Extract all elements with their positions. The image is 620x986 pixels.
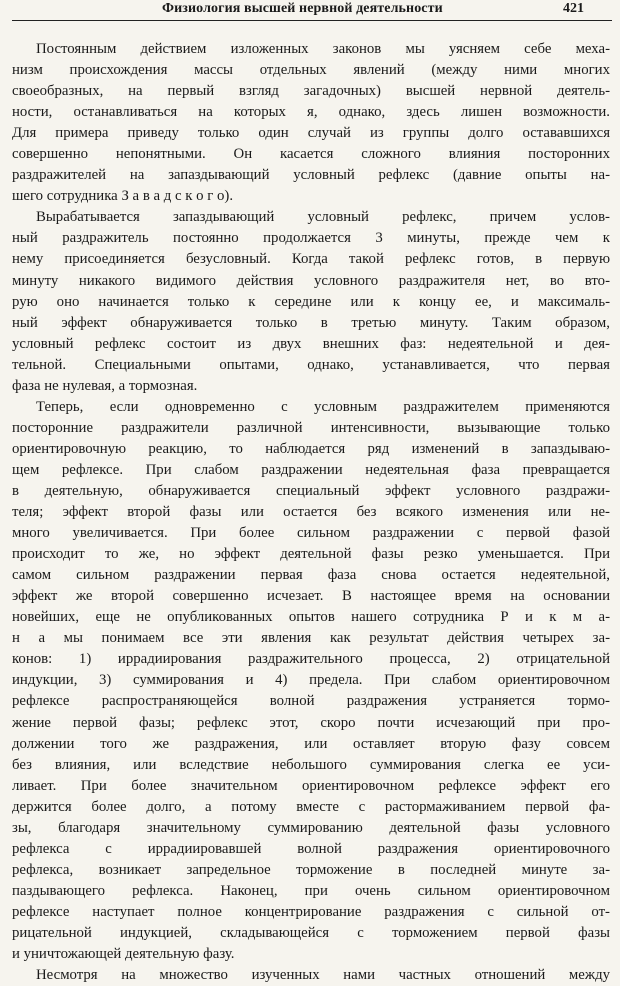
text-line: держится более долго, а потому вместе с растормаживанием первой фа-	[12, 798, 610, 815]
text-line: н а мы понимаем все эти явления как результат действия четырех за-	[12, 630, 610, 647]
text-line: без влияния, или вследствие небольшого суммирования слегка ее уси-	[12, 756, 610, 773]
text-line: ный раздражитель постоянно продолжается 3 минуты, прежде чем к	[12, 230, 610, 247]
text-line: нему присоединяется безусловный. Когда такой рефлекс готов, в первую	[12, 251, 610, 268]
text-line: рицательной индукцией, складывающейся с торможением первой фазы	[12, 924, 610, 941]
text-line: ности, останавливаться на которых я, однако, здесь лишен возможности.	[12, 104, 610, 121]
page-number: 421	[563, 1, 584, 16]
text-line: рефлексе наступает полное концентрирование раздражения с сильной от-	[12, 903, 610, 920]
text-line: эффект же второй совершенно исчезает. В настоящее время на основании	[12, 588, 610, 605]
text-line: ливает. При более значительном ориентировочном рефлексе эффект его	[12, 777, 610, 794]
text-line: Несмотря на множество изученных нами частных отношений между	[36, 967, 610, 984]
text-line: низм происхождения массы отдельных явлений (между ними многих	[12, 62, 610, 79]
text-line: самом сильном раздражении первая фаза снова остается недеятельной,	[12, 567, 610, 584]
text-line: щем рефлексе. При слабом раздражении недеятельная фаза превращается	[12, 461, 610, 478]
text-line: совершенно непонятными. Он касается сложного влияния посторонних	[12, 146, 610, 163]
text-line: посторонние раздражители различной интенсивности, вызывающие только	[12, 419, 610, 436]
text-line: ориентировочную реакцию, то наблюдается ряд изменений в запаздываю-	[12, 440, 610, 457]
text-line: рую оно начинается только к середине или к концу ее, и максималь-	[12, 293, 610, 310]
text-line: Теперь, если одновременно с условным раздражителем применяются	[36, 398, 610, 415]
running-header	[12, 0, 612, 21]
text-line: много увеличивается. При более сильном раздражении с первой фазой	[12, 525, 610, 542]
text-line: раздражителей на запаздывающий условный рефлекс (давние опыты на-	[12, 167, 610, 184]
text-line: рефлексе распространяющейся волной раздражения устраняется тормо-	[12, 693, 610, 710]
text-line: ный эффект обнаруживается только в третью минуту. Таким образом,	[12, 314, 610, 331]
text-line: тельной. Специальными опытами, однако, устанавливается, что первая	[12, 356, 610, 373]
text-line: индукции, 3) суммирования и 4) предела. При слабом ориентировочном	[12, 672, 610, 689]
text-line: шего сотрудника З а в а д с к о г о).	[12, 188, 234, 205]
text-line: должении того же раздражения, или оставляет вторую фазу совсем	[12, 735, 610, 752]
text-line: своеобразных, на первый взгляд загадочных) высшей нервной деятель-	[12, 83, 610, 100]
text-line: новейших, еще не опубликованных опытов нашего сотрудника Р и к м а-	[12, 609, 610, 626]
running-title: Физиология высшей нервной деятельности	[162, 1, 443, 16]
text-line: Для примера приведу только один случай из группы долго остававшихся	[12, 125, 610, 142]
body-text	[12, 39, 610, 986]
text-line: фаза не нулевая, а тормозная.	[12, 377, 198, 394]
text-line: происходит то же, но эффект деятельной фазы резко уменьшается. При	[12, 546, 610, 563]
text-line: паздывающего рефлекса. Наконец, при очень сильном ориентировочном	[12, 882, 610, 899]
text-line: конов: 1) иррадиирования раздражительного процесса, 2) отрицательной	[12, 651, 610, 668]
text-line: Постоянным действием изложенных законов мы уясняем себе меха-	[36, 41, 610, 57]
text-line: в деятельную, обнаруживается специальный эффект условного раздражи-	[12, 482, 610, 499]
text-line: условный рефлекс состоит из двух внешних фаз: недеятельной и дея-	[12, 335, 610, 352]
text-line: минуту никакого видимого действия условного раздражителя нет, во вто-	[12, 272, 610, 289]
text-line: и уничтожающей деятельную фазу.	[12, 946, 235, 963]
text-line: рефлекса, возникает запредельное торможение в последней минуте за-	[12, 861, 610, 878]
text-line: теля; эффект второй фазы или остается без всякого изменения или не-	[12, 504, 610, 521]
text-line: зы, благодаря значительному суммированию деятельной фазы условного	[12, 819, 610, 836]
text-line: жение первой фазы; рефлекс этот, скоро почти исчезающий при про-	[12, 714, 610, 731]
text-line: Вырабатывается запаздывающий условный рефлекс, причем услов-	[36, 209, 610, 226]
text-line: рефлекса с иррадиировавшей волной раздражения ориентировочного	[12, 840, 610, 857]
